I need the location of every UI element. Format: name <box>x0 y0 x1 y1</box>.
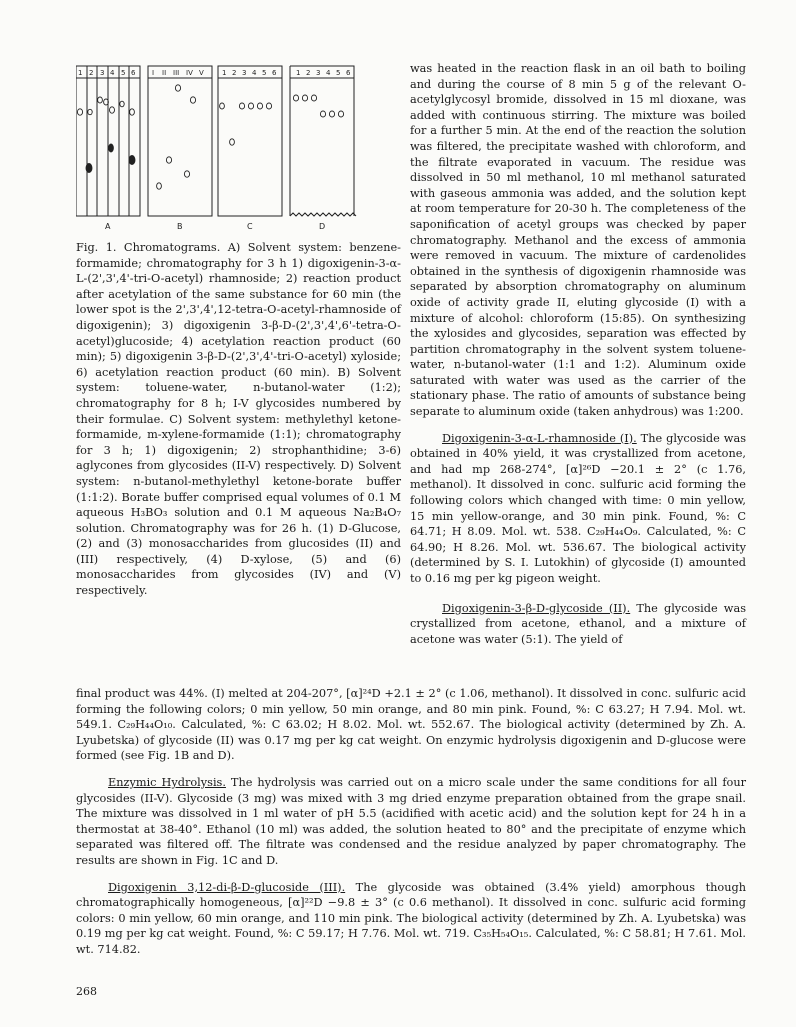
panel-d-label: D <box>319 222 326 231</box>
glycoside-ii-paragraph <box>410 601 746 648</box>
right-column <box>410 61 746 647</box>
panel-c-lane-1: 1 <box>222 69 227 77</box>
panel-a-lane-5: 5 <box>121 69 126 77</box>
panel-c-lane-6: 6 <box>272 69 277 77</box>
glycoside-ii-body: The glycoside was crystallized from acetone, ethanol, and a mixture of acetone was water (5:1). The yield of <box>410 601 746 646</box>
panel-b-lane-5: V <box>199 69 204 77</box>
diglucoside-heading: Digoxigenin 3,12-di-β-D-glucoside (III). <box>108 880 346 894</box>
page-number: 268 <box>76 985 97 998</box>
enzymic-hydrolysis-paragraph <box>76 775 746 869</box>
panel-d-lane-1: 1 <box>296 69 301 77</box>
figure-caption-text: Fig. 1. Chromatograms. A) Solvent system: benzene-formamide; chromatography for 3 h 1) digoxigenin-3-α-L-(2',3',4'-tri-O-acetyl) rhamnoside; 2) reaction product after acetylation of the same substance for 60 min (the lower spot is the 2',3',4',12-tetra-O-acetyl-rhamnoside of digoxigenin); 3) digoxigenin 3-β-D-(2',3',4',6'-tetra-O-acetyl)glucoside; 4) acetylation reaction product (60 min); 5) digoxigenin 3-β-D-(2',3',4'-tri-O-acetyl) xyloside; 6) acetylation reaction product (60 min). B) Solvent system: toluene-water, n-butanol-water (1:2); chromatography for 8 h; I-V glycosides numbered by their formulae. C) Solvent system: methylethyl ketone-formamide, m-xylene-formamide (1:1); chromatography for 3 h; 1) digoxigenin; 2) strophanthidine; 3-6) aglycones from glycosides (II-V) respectively. D) Solvent system: n-butanol-methylethyl ketone-borate buffer (1:1:2). Borate buffer comprised equal volumes of 0.1 M aqueous H₃BO₃ solution and 0.1 M aqueous Na₂B₄O₇ solution. Chromatography was for 26 h. (1) D-Glucose, (2) and (3) monosaccharides from glucosides (II) and (III) respectively, (4) D-xylose, (5) and (6) monosaccharides from glycosides (IV) and (V) respectively. <box>76 241 401 598</box>
panel-c-lane-4: 4 <box>252 69 257 77</box>
panel-c-lane-5: 5 <box>262 69 267 77</box>
rhamnoside-heading: Digoxigenin-3-α-L-rhamnoside (I). <box>442 431 637 445</box>
panel-b-spots <box>157 85 196 189</box>
panel-d-lane-2: 2 <box>306 69 311 77</box>
panel-b-lane-1: I <box>152 69 155 77</box>
panel-b-lane-4: IV <box>186 69 193 77</box>
panel-b-label: B <box>177 222 183 231</box>
panel-a-lane-4: 4 <box>110 69 115 77</box>
panel-d-lane-6: 6 <box>346 69 351 77</box>
panel-b-lane-2: II <box>162 69 167 77</box>
panel-d-spots <box>293 95 343 117</box>
diglucoside-body: The glycoside was obtained (3.4% yield) amorphous though chromatographically homogeneous, [α]²²D −9.8 ± 3° (c 0.6 methanol). It dissolved in conc. sulfuric acid forming colors: 0 min yellow, 60 min orange, and 110 min pink. The biological activity (determined by Zh. A. Lyubetska) was 0.19 mg per kg cat weight. Found, %: C 59.17; H 7.76. Mol. wt. 719. C₃₅H₅₄O₁₅. Calculated, %: C 58.81; H 7.61. Mol. wt. 714.82. <box>76 880 746 956</box>
figure-caption <box>76 240 401 599</box>
panel-d-frame <box>290 66 356 216</box>
panel-c-label: C <box>247 222 253 231</box>
panel-a-lane-1: 1 <box>78 69 83 77</box>
rhamnoside-paragraph <box>410 431 746 587</box>
methods-paragraph: was heated in the reaction flask in an oil bath to boiling and during the course of 8 min 5 g of the relevant O-acetylglycosyl bromide, dissolved in 15 ml dioxane, was added with continuous stirring. The mixture was boiled for a further 5 min. At the end of the reaction the solution was filtered, the precipitate washed with chloroform, and the filtrate evaporated in vacuum. The residue was dissolved in 50 ml methanol, 10 ml methanol saturated with gaseous ammonia was added, and the solution kept at room temperature for 20-30 h. The completeness of the saponification of acetyl groups was checked by paper chromatography. Methanol and the excess of ammonia were removed in vacuum. The mixture of cardenolides obtained in the synthesis of digoxigenin rhamnoside was separated by absorption chromatography on aluminum oxide of activity grade II, eluting glycoside (I) with a mixture of alcohol: chloroform (15:85). On synthesizing the xylosides and glycosides, separation was effected by partition chromatography in the solvent system toluene-water, n-butanol-water (1:1 and 1:2). Aluminum oxide saturated with water was used as the carrier of the stationary phase. The ratio of amounts of substance being separate to aluminum oxide (taken anhydrous) was 1:200. <box>410 62 746 419</box>
panel-c-frame <box>218 66 282 216</box>
panel-d-lane-4: 4 <box>326 69 331 77</box>
panel-c-spots <box>220 103 272 145</box>
panel-a-lane-6: 6 <box>131 69 136 77</box>
rhamnoside-body: The glycoside was obtained in 40% yield, it was crystallized from acetone, and had mp 268-274°, [α]²⁶D −20.1 ± 2° (c 1.76, methanol). It dissolved in conc. sulfuric acid forming the following colors which changed with time: 0 min yellow, 15 min yellow-orange, and 30 min pink. Found, %: C 64.71; H 8.09. Mol. wt. 538. C₂₉H₄₄O₉. Calculated, %: C 64.90; H 8.26. Mol. wt. 536.67. The biological activity (determined by S. I. Lutokhin) of glycoside (I) amounted to 0.16 mg per kg pigeon weight. <box>410 431 746 585</box>
glycoside-ii-heading: Digoxigenin-3-β-D-glycoside (II). <box>442 601 631 615</box>
panel-d-lane-5: 5 <box>336 69 341 77</box>
panel-a-lane-3: 3 <box>100 69 105 77</box>
panel-a-spots <box>77 97 135 173</box>
panel-a-label: A <box>105 222 111 231</box>
panel-c-lane-2: 2 <box>232 69 237 77</box>
panel-c-lane-3: 3 <box>242 69 247 77</box>
panel-d-lane-3: 3 <box>316 69 321 77</box>
panel-a-lane-2: 2 <box>89 69 94 77</box>
panel-a-frame <box>76 66 140 216</box>
chromatogram-figure <box>76 64 400 234</box>
enzymic-hydrolysis-body: The hydrolysis was carried out on a micro scale under the same conditions for all four glycosides (II-V). Glycoside (3 mg) was mixed with 3 mg dried enzyme preparation obtained from the grape snail. The mixture was dissolved in 1 ml water of pH 5.5 (acidified with acetic acid) and the solution kept for 24 h in a thermostat at 38-40°. Ethanol (10 ml) was added, the solution heated to 80° and the precipitate of enzyme which separated was filtered off. The filtrate was condensed and the residue analyzed by paper chromatography. The results are shown in Fig. 1C and D. <box>76 775 747 867</box>
glycoside-ii-continuation: final product was 44%. (I) melted at 204-207°, [α]²⁴D +2.1 ± 2° (c 1.06, methanol). It dissolved in conc. sulfuric acid forming the following colors; 0 min yellow, 50 min orange, and 80 min pink. Found, %: C 63.27; H 7.94. Mol. wt. 549.1. C₂₉H₄₄O₁₀. Calculated, %: C 63.02; H 8.02. Mol. wt. 552.67. The biological activity (determined by Zh. A. Lyubetska) of glycoside (II) was 0.17 mg per kg cat weight. On enzymic hydrolysis digoxigenin and D-glucose were formed (see Fig. 1B and D). <box>76 687 746 763</box>
panel-b-lane-3: III <box>173 69 180 77</box>
panel-b-frame <box>148 66 212 216</box>
enzymic-hydrolysis-heading: Enzymic Hydrolysis. <box>108 775 226 789</box>
diglucoside-paragraph <box>76 880 746 958</box>
full-width-text <box>76 686 746 958</box>
